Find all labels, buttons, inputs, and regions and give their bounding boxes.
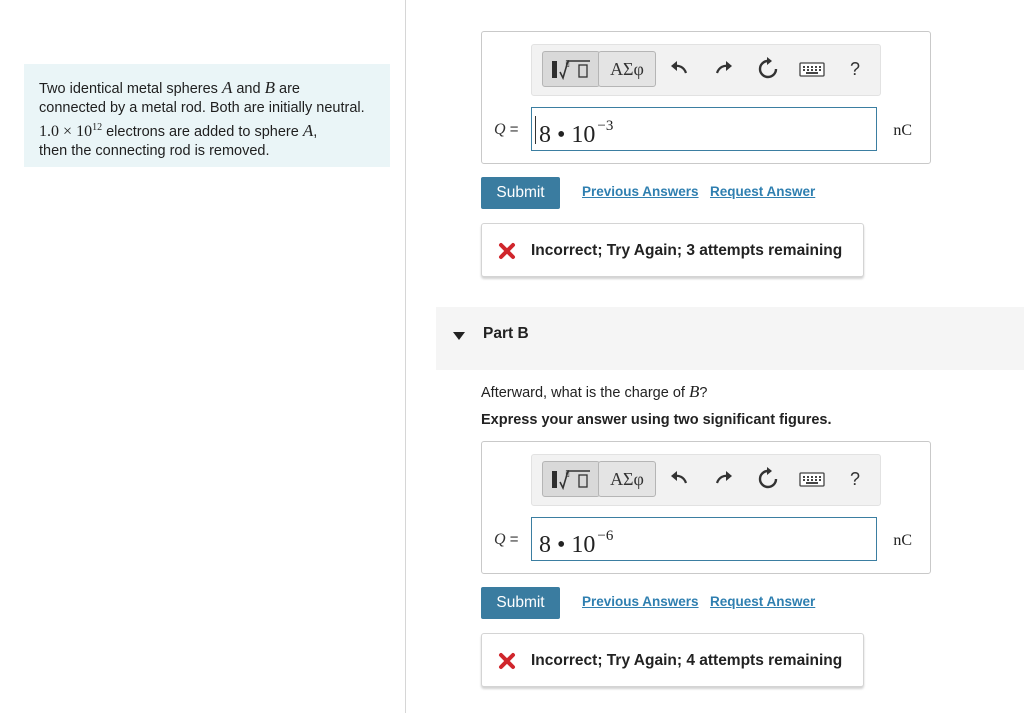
answer-input-value: 8 • 10 $^{-3}$ <box>539 118 614 148</box>
problem-line-1: Two identical metal spheres A and B are <box>39 78 300 97</box>
feedback-text: Incorrect; Try Again; 4 attempts remaining <box>531 652 843 669</box>
part-b-feedback <box>481 633 864 687</box>
part-a-submit-button[interactable]: Submit <box>481 177 560 209</box>
column-divider <box>405 0 406 713</box>
math-toolbar <box>531 44 881 96</box>
greek-symbols-button[interactable]: ΑΣφ <box>598 51 656 87</box>
keyboard-icon[interactable] <box>799 57 825 81</box>
part-b-header[interactable] <box>436 307 1024 370</box>
templates-icon <box>543 52 599 86</box>
part-b-previous-answers-link[interactable]: Previous Answers <box>582 594 699 609</box>
feedback-text: Incorrect; Try Again; 3 attempts remaining <box>531 242 843 259</box>
part-a-answer-box <box>481 31 931 164</box>
collapse-caret-icon[interactable] <box>452 329 466 343</box>
answer-input-value: 8 • 10 $^{-6}$ <box>539 528 614 558</box>
incorrect-x-icon <box>498 652 516 670</box>
svg-text:▯: ▯ <box>565 469 570 479</box>
reset-icon[interactable] <box>756 467 780 491</box>
math-toolbar <box>531 454 881 506</box>
var-a: A <box>221 78 233 97</box>
templates-button[interactable] <box>542 461 600 497</box>
part-b-request-answer-link[interactable]: Request Answer <box>710 594 816 609</box>
part-a-feedback <box>481 223 864 277</box>
part-b-submit-button[interactable]: Submit <box>481 587 560 619</box>
incorrect-x-icon <box>498 242 516 260</box>
answer-input[interactable] <box>531 107 877 151</box>
templates-button[interactable] <box>542 51 600 87</box>
part-b-question: Afterward, what is the charge of B? <box>481 382 708 401</box>
help-button[interactable]: ? <box>849 469 860 489</box>
problem-line-3: $1.0 \times 10^{12}$ electrons are added to sphere A, <box>39 121 318 140</box>
undo-icon[interactable] <box>667 467 691 491</box>
part-b-answer-box <box>481 441 931 574</box>
text-cursor <box>535 116 536 144</box>
help-button[interactable]: ? <box>849 59 860 79</box>
unit-label: nC <box>893 532 912 549</box>
part-b-title: Part B <box>483 325 529 342</box>
part-b-instruction: Express your answer using two significant figures. <box>481 412 832 428</box>
unit-label: nC <box>893 122 912 139</box>
reset-icon[interactable] <box>756 57 780 81</box>
keyboard-icon[interactable] <box>799 467 825 491</box>
undo-icon[interactable] <box>667 57 691 81</box>
redo-icon[interactable] <box>712 57 736 81</box>
part-a-previous-answers-link[interactable]: Previous Answers <box>582 184 699 199</box>
svg-text:▯: ▯ <box>565 59 570 69</box>
answer-label: Q = <box>494 531 519 548</box>
answer-input[interactable] <box>531 517 877 561</box>
redo-icon[interactable] <box>712 467 736 491</box>
part-a-request-answer-link[interactable]: Request Answer <box>710 184 816 199</box>
problem-line-4: then the connecting rod is removed. <box>39 143 270 159</box>
var-b: B <box>264 78 275 97</box>
templates-icon <box>543 462 599 496</box>
answer-label: Q = <box>494 121 519 138</box>
problem-line-2: connected by a metal rod. Both are initially neutral. <box>39 100 365 116</box>
greek-symbols-button[interactable]: ΑΣφ <box>598 461 656 497</box>
problem-statement <box>24 64 390 167</box>
